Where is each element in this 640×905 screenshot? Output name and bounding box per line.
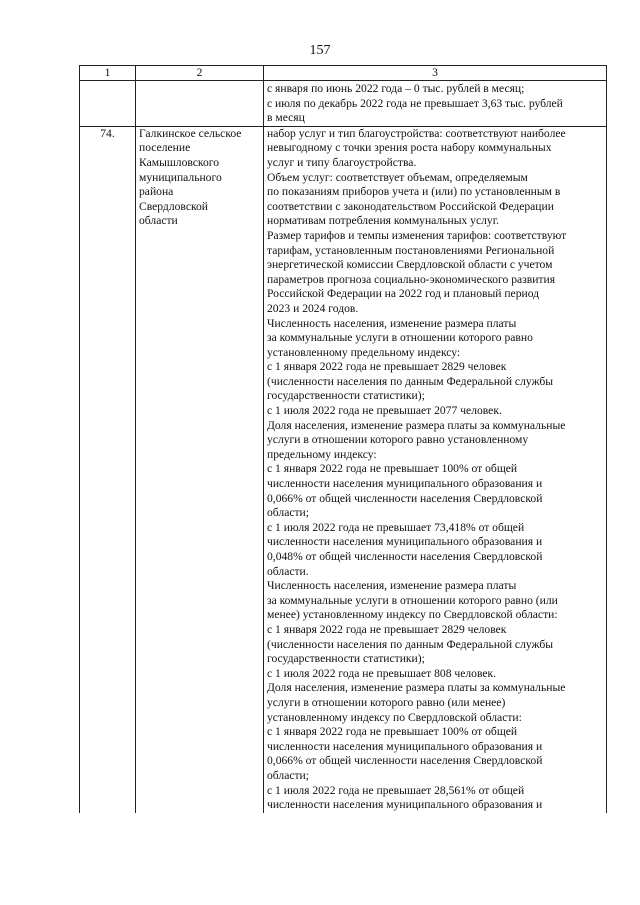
text-line: тарифам, установленным постановлениями Региональной	[267, 243, 555, 257]
text-line: с 1 июля 2022 года не превышает 2077 человек.	[267, 404, 502, 418]
text-line: невыгодному с точки зрения роста набору коммунальных	[267, 141, 552, 155]
municipality-line: поселение	[139, 141, 191, 155]
text-line: Численность населения, изменение размера платы	[267, 579, 517, 593]
table-row-continuation	[80, 81, 607, 127]
text-line: набор услуг и тип благоустройства: соответствуют наиболее	[267, 126, 566, 140]
text-line: с 1 января 2022 года не превышает 2829 человек	[267, 622, 507, 636]
text-line: с 1 января 2022 года не превышает 100% от общей	[267, 725, 518, 739]
municipality-line: Свердловской	[139, 199, 209, 213]
municipality-line: района	[139, 185, 174, 199]
text-line: государственности статистики);	[267, 652, 425, 666]
municipality-line: Галкинское сельское	[139, 126, 242, 140]
text-line: численности населения муниципального образования и	[267, 798, 543, 812]
municipality-line: Камышловского	[139, 155, 220, 169]
text-line: государственности статистики);	[267, 389, 425, 403]
text-line: 0,066% от общей численности населения Свердловской	[267, 754, 543, 768]
text-line: численности населения муниципального образования и	[267, 535, 543, 549]
text-line: Российской Федерации на 2022 год и плановый период	[267, 287, 540, 301]
text-line: энергетической комиссии Свердловской области с учетом	[267, 258, 553, 272]
text-line: с 1 июля 2022 года не превышает 808 человек.	[267, 666, 497, 680]
text-line: с 1 июля 2022 года не превышает 28,561% от общей	[267, 783, 525, 797]
text-line: с 1 января 2022 года не превышает 100% от общей	[267, 462, 518, 476]
text-line: Объем услуг: соответствует объемам, определяемым	[267, 170, 528, 184]
continuation-text	[264, 81, 607, 127]
text-line: менее) установленному индексу по Свердловской области:	[267, 608, 558, 622]
municipality-line: области	[139, 214, 178, 228]
header-col-2: 2	[136, 66, 264, 81]
text-line: по показаниям приборов учета и (или) по установленным в	[267, 185, 561, 199]
text-line: Численность населения, изменение размера платы	[267, 316, 517, 330]
continuation-col-2	[136, 81, 264, 127]
text-line: нормативам потребления коммунальных услуг.	[267, 214, 500, 228]
text-line: установленному индексу по Свердловской области:	[267, 710, 522, 724]
continuation-line: с июля по декабрь 2022 года не превышает 3,63 тыс. рублей	[267, 96, 563, 110]
text-line: (численности населения по данным Федеральной службы	[267, 637, 554, 651]
text-line: 0,048% от общей численности населения Свердловской	[267, 550, 543, 563]
table-row-entry-74	[80, 126, 607, 812]
text-line: Размер тарифов и темпы изменения тарифов: соответствуют	[267, 228, 567, 242]
text-line: Доля населения, изменение размера платы за коммунальные	[267, 418, 566, 432]
text-line: услуг и типу благоустройства.	[267, 155, 417, 169]
document-table	[79, 65, 607, 813]
text-line: области;	[267, 506, 309, 520]
text-line: численности населения муниципального образования и	[267, 477, 543, 491]
text-line: (численности населения по данным Федеральной службы	[267, 374, 554, 388]
text-line: параметров прогноза социально-экономического развития	[267, 272, 556, 286]
entry-municipality	[136, 126, 264, 812]
text-line: 2023 и 2024 годов.	[267, 301, 359, 315]
header-col-3: 3	[264, 66, 607, 81]
text-line: с 1 января 2022 года не превышает 2829 человек	[267, 360, 507, 374]
text-line: предельному индексу:	[267, 447, 377, 461]
continuation-line: в месяц	[267, 111, 305, 125]
text-line: установленному предельному индексу:	[267, 345, 461, 359]
text-line: Доля населения, изменение размера платы за коммунальные	[267, 681, 566, 695]
header-col-1: 1	[80, 66, 136, 81]
text-line: с 1 июля 2022 года не превышает 73,418% от общей	[267, 520, 525, 534]
continuation-line: с января по июнь 2022 года – 0 тыс. рублей в месяц;	[267, 82, 525, 95]
text-line: области;	[267, 768, 309, 782]
text-line: 0,066% от общей численности населения Свердловской	[267, 491, 543, 505]
text-line: области.	[267, 564, 309, 578]
table-header-row	[80, 66, 607, 81]
text-line: численности населения муниципального образования и	[267, 739, 543, 753]
text-line: услуги в отношении которого равно (или менее)	[267, 695, 506, 709]
text-line: за коммунальные услуги в отношении которого равно (или	[267, 593, 558, 607]
entry-text	[264, 126, 607, 812]
page-number: 157	[309, 43, 331, 58]
entry-number: 74.	[80, 126, 136, 812]
municipality-line: муниципального	[139, 170, 222, 184]
text-line: соответствии с законодательством Российской Федерации	[267, 199, 554, 213]
text-line: услуги в отношении которого равно установленному	[267, 433, 529, 447]
continuation-col-1	[80, 81, 136, 127]
text-line: за коммунальные услуги в отношении которого равно	[267, 331, 533, 345]
